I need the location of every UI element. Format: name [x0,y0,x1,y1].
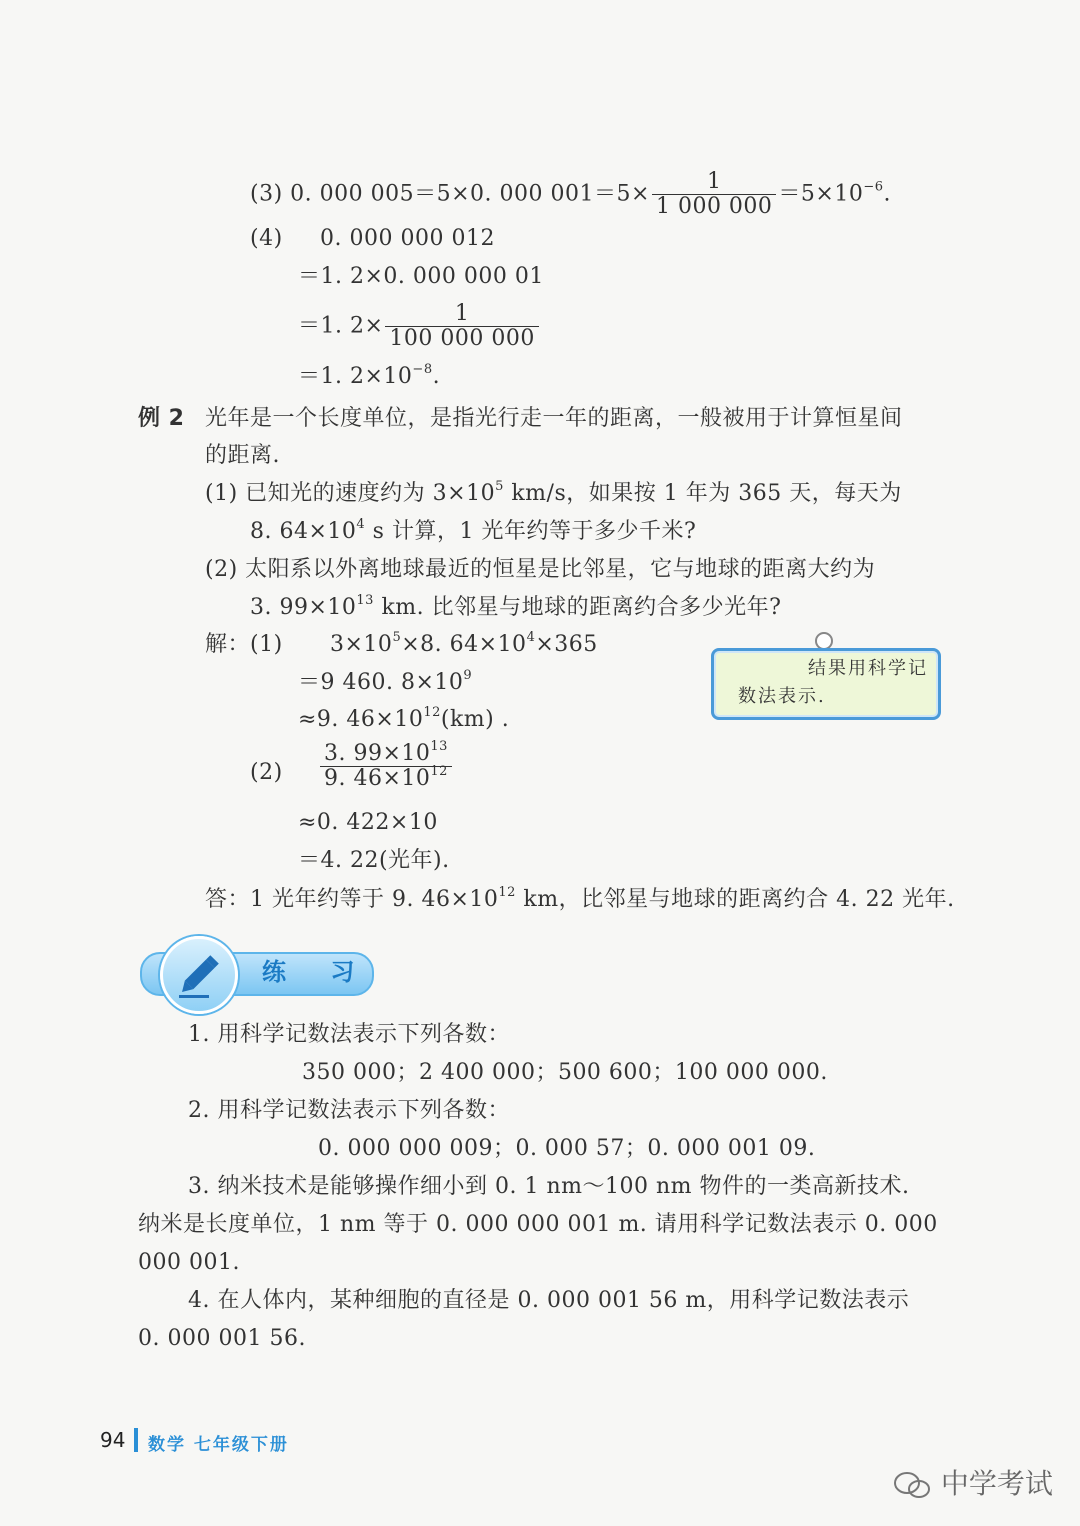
exercise-1-numbers: 350 000；2 400 000；500 600；100 000 000. [302,1060,828,1085]
tip-note [711,648,941,720]
pencil-icon [160,936,238,1014]
wechat-icon [892,1470,932,1500]
exercise-3-line-3: 000 001. [138,1250,240,1275]
tip-note-text [738,655,928,711]
text: ＝9 460. 8×10 [298,670,464,695]
solution-line-4-2: ＝1. 2×0. 000 000 01 [298,264,544,289]
answer [205,885,955,915]
question-2-line-2 [250,593,781,623]
exponent: 5 [392,630,402,645]
text: ≈9. 46×10 [298,707,424,732]
denominator: 100 000 000 [385,326,538,351]
exercise-4-line-2: 0. 000 001 56. [138,1326,306,1351]
exponent: 4 [526,630,536,645]
question-1-line-1 [205,479,902,509]
numerator: 1 [454,301,470,326]
exponent: 12 [423,705,441,720]
question-1-line-2 [250,517,696,547]
expression: 0. 000 005＝5×0. 000 001＝5× [290,181,650,207]
exercise-1: 1. 用科学记数法表示下列各数： [188,1022,510,1047]
text: (km) . [440,707,510,732]
exercise-4-line-1: 4. 在人体内，某种细胞的直径是 0. 000 001 56 m，用科学记数法表示 [188,1288,910,1313]
exponent: 12 [498,885,516,900]
exponent: 13 [356,593,374,608]
text: 答：1 光年约等于 9. 46×10 [205,887,499,912]
denominator [320,766,452,791]
question-2-line-1: (2) 太阳系以外离地球最近的恒星是比邻星，它与地球的距离大约为 [205,557,876,582]
fraction [652,170,776,219]
solution-line-4-1: 0. 000 000 012 [320,226,495,251]
solution-line-4-label: (4) [250,226,283,251]
example-label: 例 2 [138,406,185,431]
solution-label: 解：(1) [205,632,283,657]
exponent: 13 [430,739,448,754]
exponent: 9 [463,668,473,683]
solution-line-3 [250,170,891,219]
tip-line: 结果用科学记 [808,658,928,679]
example-intro-1: 光年是一个长度单位，是指光行走一年的距离，一般被用于计算恒星间 [205,406,903,431]
text: (1) 已知光的速度约为 3×10 [205,481,496,506]
text: ×8. 64×10 [401,632,527,657]
solution-step-5: ≈0. 422×10 [298,810,438,835]
numerator: 1 [706,169,722,194]
solution-step-3 [298,705,509,735]
exercise-2-numbers: 0. 000 000 009；0. 000 57；0. 000 001 09. [318,1136,816,1161]
expression: ＝1. 2× [298,313,384,339]
solution-fraction [318,739,454,791]
exercise-3-line-2: 纳米是长度单位，1 nm 等于 0. 000 000 001 m. 请用科学记数法表示 0. 000 [138,1212,938,1237]
text: 3. 99×10 [324,741,431,766]
solution-part-2-label: (2) [250,760,283,785]
text: ×365 [535,632,598,657]
tip-line: 数法表示. [738,686,826,707]
expression: ＝5×10 [778,181,864,207]
solution-step-6: ＝4. 22(光年). [298,848,450,873]
text: 8. 64×10 [250,519,357,544]
book-title: 数学 七年级下册 [148,1435,289,1455]
solution-step-2 [298,668,472,698]
watermark-text: 中学考试 [940,1467,1053,1500]
exponent: 12 [430,764,448,779]
fraction [320,739,452,791]
punctuation: . [883,181,892,207]
exercise-title: 练 习 [262,958,373,986]
item-label: (3) [250,181,283,207]
solution-step-1 [330,630,598,660]
expression: ＝1. 2×10 [298,364,413,389]
exponent: 4 [356,517,366,532]
solution-line-4-4 [298,362,440,392]
text: s 计算，1 光年约等于多少千米? [365,519,697,544]
watermark [892,1462,1053,1502]
exponent: −8 [412,362,433,377]
fraction [385,302,538,351]
footer-divider [134,1428,138,1452]
pencil-icon-svg [163,939,235,1011]
example-intro-2: 的距离. [205,443,280,468]
solution-line-4-3 [298,302,541,351]
exercise-2: 2. 用科学记数法表示下列各数： [188,1098,510,1123]
text: 3×10 [330,632,393,657]
text: km. 比邻星与地球的距离约合多少光年? [373,595,782,620]
exercise-3-line-1: 3. 纳米技术是能够操作细小到 0. 1 nm～100 nm 物件的一类高新技术. [188,1174,910,1199]
exponent: −6 [863,179,884,195]
page-number: 94 [100,1428,126,1452]
numerator [320,739,452,766]
text: 9. 46×10 [324,766,431,791]
text: km/s，如果按 1 年为 365 天，每天为 [503,481,902,506]
text: km，比邻星与地球的距离约合 4. 22 光年. [515,887,955,912]
denominator: 1 000 000 [652,194,776,219]
text: 3. 99×10 [250,595,357,620]
exponent: 5 [495,479,504,494]
punctuation: . [432,364,441,389]
